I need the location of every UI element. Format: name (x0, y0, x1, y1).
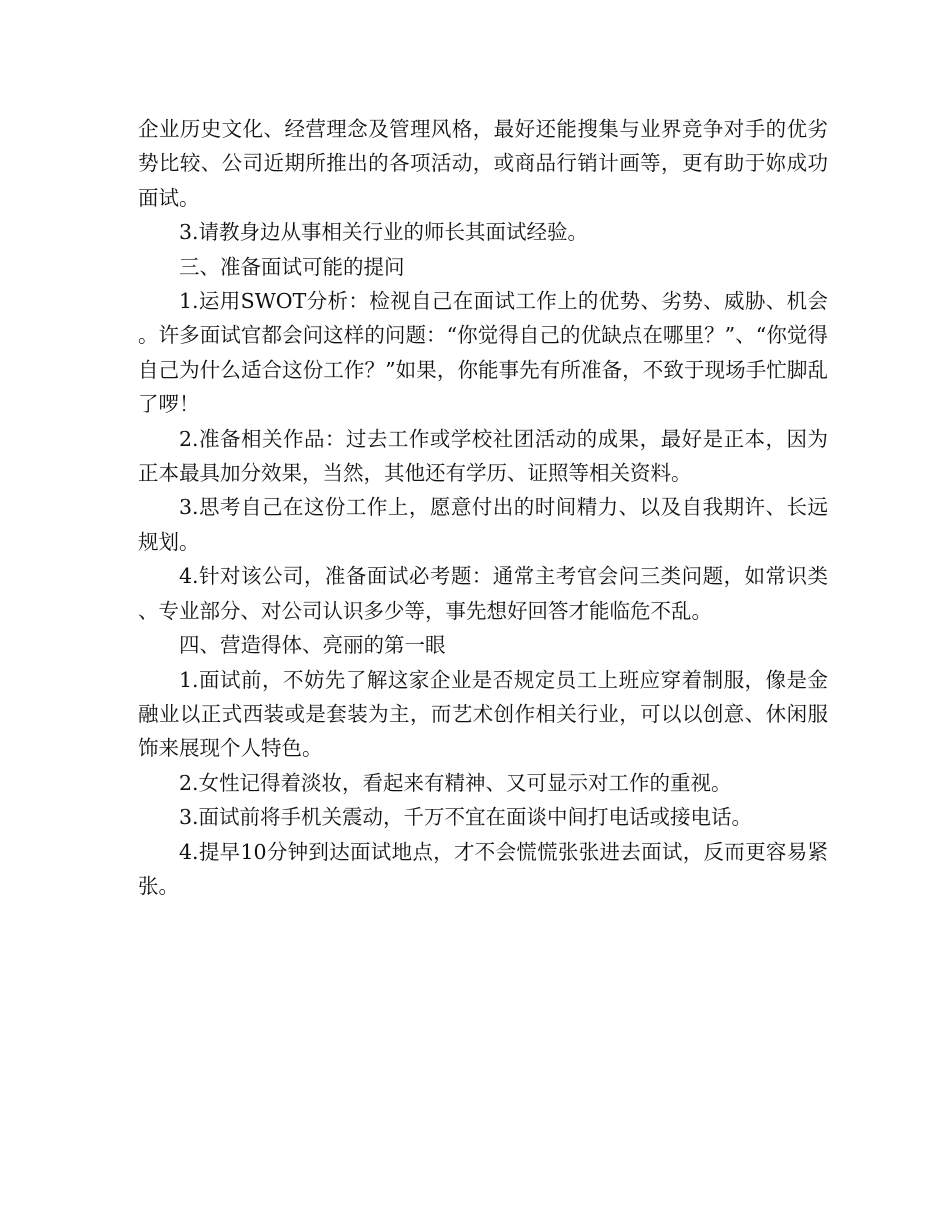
paragraph: 2.准备相关作品：过去工作或学校社团活动的成果，最好是正本，因为正本最具加分效果，当然，其他还有学历、证照等相关资料。 (138, 426, 828, 486)
paragraph: 3.面试前将手机关震动，千万不宜在面谈中间打电话或接电话。 (179, 805, 753, 830)
document-body (138, 112, 828, 903)
paragraph: 1.面试前，不妨先了解这家企业是否规定员工上班应穿着制服，像是金融业以正式西装或是套装为主，而艺术创作相关行业，可以以创意、休闲服饰来展现个人特色。 (138, 667, 828, 761)
paragraph: 企业历史文化、经营理念及管理风格，最好还能搜集与业界竞争对手的优劣势比较、公司近期所推出的各项活动，或商品行销计画等，更有助于妳成功面试。 (138, 117, 828, 210)
section-heading: 四、营造得体、亮丽的第一眼 (179, 633, 446, 658)
paragraph: 4.针对该公司，准备面试必考题：通常主考官会问三类问题，如常识类、专业部分、对公司认识多少等，事先想好回答才能临危不乱。 (138, 564, 828, 623)
paragraph: 2.女性记得着淡妆，看起来有精神、又可显示对工作的重视。 (179, 770, 732, 795)
paragraph: 1.运用SWOT分析：检视自己在面试工作上的优势、劣势、威胁、机会。许多面试官都会问这样的问题：“你觉得自己的优缺点在哪里？”、“你觉得自己为什么适合这份工作？”如果，你能事先有所准备，不致于现场手忙脚乱了啰！ (138, 289, 828, 417)
paragraph: 3.请教身边从事相关行业的师长其面试经验。 (179, 220, 589, 245)
paragraph: 4.提早10分钟到达面试地点，才不会慌慌张张进去面试，反而更容易紧张。 (138, 839, 828, 898)
section-heading: 三、准备面试可能的提问 (179, 254, 405, 279)
paragraph: 3.思考自己在这份工作上，愿意付出的时间精力、以及自我期许、长远规划。 (138, 495, 828, 554)
